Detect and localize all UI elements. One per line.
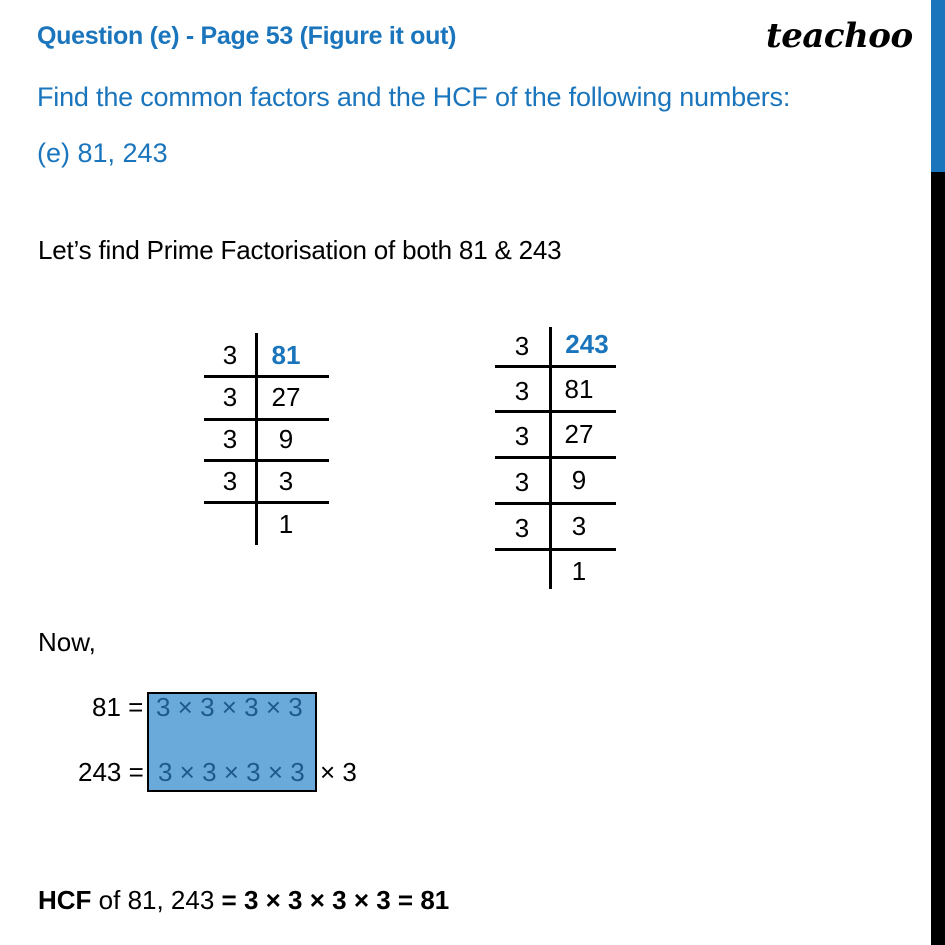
hcf-value: = 3 × 3 × 3 × 3 = 81 (221, 885, 450, 915)
dividend: 9 (278, 424, 294, 454)
table-divider (495, 548, 616, 551)
divisor: 3 (514, 513, 530, 543)
dividend: 3 (571, 511, 587, 541)
divisor: 3 (222, 340, 238, 370)
divisor: 3 (514, 331, 530, 361)
page-title: Question (e) - Page 53 (Figure it out) (37, 22, 457, 50)
dividend: 1 (278, 509, 294, 539)
hcf-of-text: of 81, 243 (91, 885, 222, 915)
question-text: Find the common factors and the HCF of the following numbers: (37, 82, 791, 112)
factorisation-lhs-81: 81 = (92, 692, 144, 722)
dividend: 27 (564, 419, 594, 449)
factorisation-extra-243: × 3 (320, 757, 357, 787)
divisor: 3 (514, 376, 530, 406)
table-divider (204, 501, 329, 504)
dividend: 243 (565, 329, 609, 359)
question-part: (e) 81, 243 (37, 138, 168, 168)
divisor: 3 (222, 424, 238, 454)
division-table-243 (495, 327, 616, 589)
divisor: 3 (514, 421, 530, 451)
dividend: 81 (564, 374, 594, 404)
hcf-result (38, 885, 449, 916)
divisor: 3 (222, 382, 238, 412)
table-divider (495, 365, 616, 368)
table-divider (204, 375, 329, 378)
table-divider (204, 418, 329, 421)
hcf-label: HCF (38, 885, 92, 915)
table-divider-vertical (255, 333, 258, 545)
factorisation-common-243: 3 × 3 × 3 × 3 (158, 757, 305, 787)
table-divider (495, 456, 616, 459)
divisor: 3 (222, 466, 238, 496)
divisor: 3 (514, 467, 530, 497)
factorisation-common-81: 3 × 3 × 3 × 3 (156, 692, 303, 722)
intro-text: Let’s find Prime Factorisation of both 81 & 243 (38, 235, 562, 265)
dividend: 1 (571, 556, 587, 586)
dividend: 27 (271, 382, 301, 412)
table-divider (204, 459, 329, 462)
dividend: 9 (571, 465, 587, 495)
now-label: Now, (38, 627, 96, 657)
division-table-81 (204, 333, 329, 545)
table-divider (495, 410, 616, 413)
dividend: 81 (271, 340, 301, 370)
table-divider (495, 502, 616, 505)
teachoo-logo: teachoo (766, 16, 913, 56)
sidebar-scroll-bar (931, 172, 945, 945)
sidebar-accent-bar (931, 0, 945, 172)
dividend: 3 (278, 466, 294, 496)
factorisation-lhs-243: 243 = (78, 757, 144, 787)
